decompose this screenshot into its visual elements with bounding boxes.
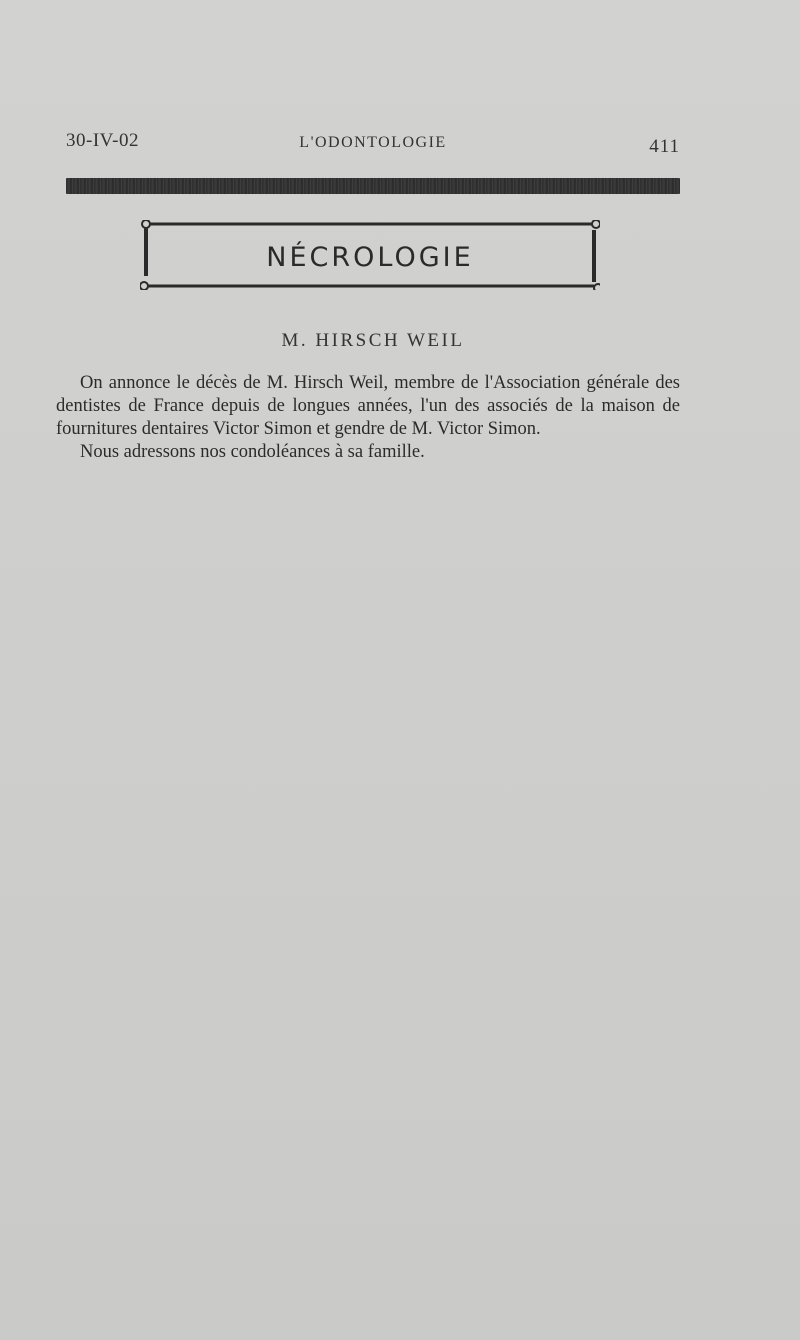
paragraph: Nous adressons nos condoléances à sa famille.: [80, 442, 425, 462]
decorative-rule: [66, 178, 680, 194]
article-title: M. HIRSCH WEIL: [281, 330, 465, 351]
section-banner: [140, 220, 600, 290]
running-head: [66, 130, 680, 160]
journal-title: L'ODONTOLOGIE: [299, 134, 447, 151]
section-title: NÉCROLOGIE: [266, 242, 474, 273]
paragraph: On annonce le décès de M. Hirsch Weil, membre de l'Association générale des dentistes de France depuis de longues années, l'un des associés de la maison de fournitures dentaires Victor Simon et gendre de M. Victor Simon.: [56, 373, 680, 439]
issue-date: 30-IV-02: [66, 130, 139, 151]
article-body: [56, 372, 680, 464]
page-number: 411: [649, 136, 680, 157]
